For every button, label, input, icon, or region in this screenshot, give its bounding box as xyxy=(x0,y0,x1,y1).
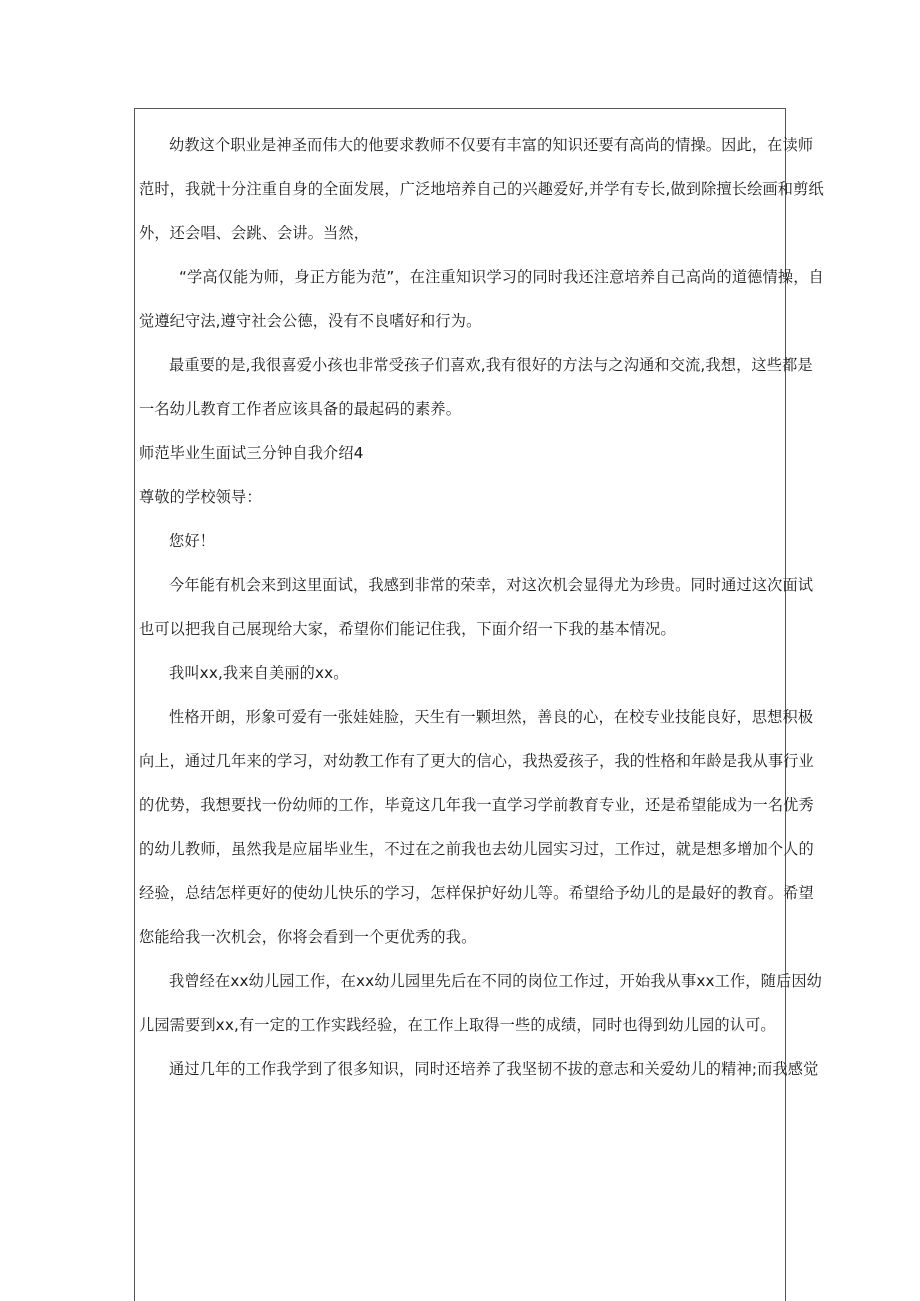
paragraph-7-line-1: 我曾经在xx幼儿园工作，在xx幼儿园里先后在不同的岗位工作过，开始我从事xx工作，随后因幼 xyxy=(169,972,822,990)
paragraph-3-line-2: 一名幼儿教育工作者应该具备的最起码的素养。 xyxy=(139,400,462,418)
paragraph-1-line-1: 幼教这个职业是神圣而伟大的他要求教师不仅要有丰富的知识还要有高尚的情操。因此，在读师 xyxy=(169,136,814,154)
salutation: 尊敬的学校领导： xyxy=(139,488,262,506)
paragraph-6-line-1: 性格开朗，形象可爱有一张娃娃脸，天生有一颗坦然，善良的心，在校专业技能良好，思想积极 xyxy=(169,708,814,726)
greeting: 您好！ xyxy=(169,532,216,550)
paragraph-6-line-2: 向上，通过几年来的学习，对幼教工作有了更大的信心，我热爱孩子，我的性格和年龄是我从事行业 xyxy=(139,752,814,770)
page-frame xyxy=(134,108,824,1301)
paragraph-7-line-2: 儿园需要到xx,有一定的工作实践经验，在工作上取得一些的成绩，同时也得到幼儿园的认可。 xyxy=(139,1016,776,1034)
paragraph-6-line-3: 的优势，我想要找一份幼师的工作，毕竟这几年我一直学习学前教育专业，还是希望能成为一名优秀 xyxy=(139,796,814,814)
paragraph-4-line-1: 今年能有机会来到这里面试，我感到非常的荣幸，对这次机会显得尤为珍贵。同时通过这次面试 xyxy=(169,576,814,594)
paragraph-1-line-2: 范时，我就十分注重自身的全面发展，广泛地培养自己的兴趣爱好,并学有专长,做到除擅长绘画和剪纸 xyxy=(139,180,824,198)
paragraph-8-line-1: 通过几年的工作我学到了很多知识，同时还培养了我坚韧不拔的意志和关爱幼儿的精神;而我感觉 xyxy=(169,1060,819,1078)
paragraph-6-line-5: 经验，总结怎样更好的使幼儿快乐的学习，怎样保护好幼儿等。希望给予幼儿的是最好的教育。希望 xyxy=(139,884,814,902)
paragraph-4-line-2: 也可以把我自己展现给大家，希望你们能记住我，下面介绍一下我的基本情况。 xyxy=(139,620,676,638)
paragraph-5: 我叫xx,我来自美丽的xx。 xyxy=(169,664,349,682)
section-heading: 师范毕业生面试三分钟自我介绍4 xyxy=(139,444,364,462)
paragraph-6-line-4: 的幼儿教师，虽然我是应届毕业生，不过在之前我也去幼儿园实习过，工作过，就是想多增加个人的 xyxy=(139,840,814,858)
paragraph-3-line-1: 最重要的是,我很喜爱小孩也非常受孩子们喜欢,我有很好的方法与之沟通和交流,我想，这些都是 xyxy=(169,356,813,374)
paragraph-2-line-2: 觉遵纪守法,遵守社会公德，没有不良嗜好和行为。 xyxy=(139,312,482,330)
paragraph-1-line-3: 外，还会唱、会跳、会讲。当然， xyxy=(139,224,370,242)
paragraph-2-line-1: “学高仅能为师，身正方能为范”，在注重知识学习的同时我还注意培养自己高尚的道德情操，自 xyxy=(179,268,824,286)
paragraph-6-line-6: 您能给我一次机会，你将会看到一个更优秀的我。 xyxy=(139,928,477,946)
